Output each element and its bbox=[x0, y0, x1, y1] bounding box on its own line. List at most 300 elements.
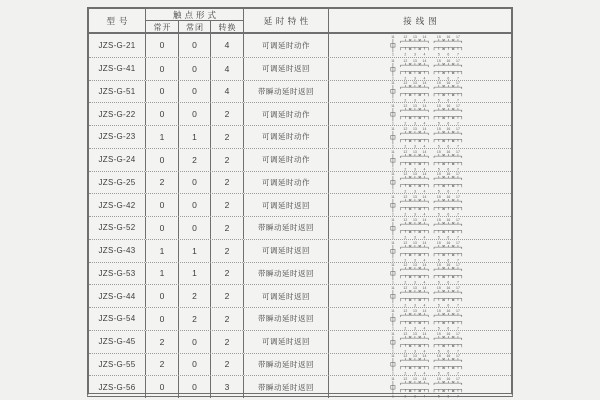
relay-spec-table bbox=[87, 7, 513, 397]
svg-text:12: 12 bbox=[403, 240, 408, 245]
svg-text:13: 13 bbox=[412, 240, 417, 245]
delay-characteristic-cell: 带瞬动延时返回 bbox=[244, 376, 329, 398]
normally-open-cell: 0 bbox=[146, 308, 179, 330]
svg-text:6: 6 bbox=[447, 326, 450, 330]
wiring-diagram bbox=[385, 172, 485, 194]
svg-text:6: 6 bbox=[447, 280, 450, 285]
svg-text:2: 2 bbox=[404, 98, 407, 103]
svg-text:4: 4 bbox=[423, 212, 426, 216]
svg-text:16: 16 bbox=[446, 35, 451, 40]
normally-closed-cell: 0 bbox=[179, 34, 211, 57]
model-cell: JZS-G-55 bbox=[89, 354, 146, 376]
svg-text:13: 13 bbox=[412, 195, 417, 200]
model-cell: JZS-G-52 bbox=[89, 217, 146, 239]
wiring-diagram-cell bbox=[329, 354, 511, 376]
svg-text:6: 6 bbox=[447, 76, 450, 80]
delay-characteristic-cell: 可调延时返回 bbox=[244, 58, 329, 80]
table-row bbox=[89, 57, 511, 80]
svg-text:3: 3 bbox=[413, 280, 416, 285]
changeover-cell: 4 bbox=[211, 81, 244, 103]
svg-text:3: 3 bbox=[413, 349, 416, 353]
svg-text:7: 7 bbox=[456, 326, 459, 330]
svg-text:14: 14 bbox=[422, 286, 427, 291]
header-model: 型号 bbox=[89, 9, 146, 33]
svg-text:6: 6 bbox=[447, 144, 450, 148]
svg-text:16: 16 bbox=[446, 104, 451, 109]
normally-open-cell: 0 bbox=[146, 376, 179, 398]
svg-text:16: 16 bbox=[446, 263, 451, 268]
svg-text:6: 6 bbox=[447, 121, 450, 125]
wiring-diagram bbox=[385, 126, 485, 148]
svg-text:11: 11 bbox=[391, 377, 395, 382]
header-delay-characteristic: 延时特性 bbox=[244, 9, 329, 33]
svg-text:2: 2 bbox=[404, 212, 407, 216]
delay-characteristic-cell: 带瞬动延时返回 bbox=[244, 354, 329, 376]
svg-text:11: 11 bbox=[391, 308, 395, 313]
svg-text:4: 4 bbox=[423, 52, 426, 57]
svg-text:7: 7 bbox=[456, 189, 459, 194]
normally-closed-cell: 0 bbox=[179, 376, 211, 398]
svg-text:4: 4 bbox=[423, 98, 426, 103]
svg-text:13: 13 bbox=[412, 263, 417, 268]
header-contact-form: 触点形式 bbox=[146, 9, 244, 21]
normally-closed-cell: 2 bbox=[179, 285, 211, 307]
svg-text:16: 16 bbox=[446, 308, 451, 313]
svg-text:14: 14 bbox=[422, 217, 427, 222]
svg-text:14: 14 bbox=[422, 331, 427, 336]
header-normally-closed: 常闭 bbox=[179, 21, 211, 33]
table-row bbox=[89, 284, 511, 307]
svg-text:2: 2 bbox=[404, 349, 407, 353]
header-changeover: 转换 bbox=[211, 21, 244, 33]
svg-text:7: 7 bbox=[456, 394, 459, 398]
svg-text:5: 5 bbox=[437, 280, 440, 285]
svg-text:12: 12 bbox=[403, 172, 408, 177]
svg-text:17: 17 bbox=[456, 354, 460, 359]
svg-text:7: 7 bbox=[456, 98, 459, 103]
svg-text:7: 7 bbox=[456, 349, 459, 353]
svg-text:2: 2 bbox=[404, 303, 407, 307]
normally-closed-cell: 0 bbox=[179, 217, 211, 239]
svg-text:1: 1 bbox=[391, 52, 394, 57]
svg-text:15: 15 bbox=[436, 286, 441, 291]
normally-closed-cell: 1 bbox=[179, 126, 211, 148]
svg-text:16: 16 bbox=[446, 195, 451, 200]
model-cell: JZS-G-23 bbox=[89, 126, 146, 148]
svg-text:16: 16 bbox=[446, 217, 451, 222]
normally-closed-cell: 0 bbox=[179, 103, 211, 125]
svg-text:17: 17 bbox=[456, 104, 460, 109]
svg-text:5: 5 bbox=[437, 258, 440, 262]
wiring-diagram-cell bbox=[329, 58, 511, 80]
svg-text:1: 1 bbox=[391, 280, 394, 285]
svg-text:7: 7 bbox=[456, 121, 459, 125]
table-row bbox=[89, 80, 511, 103]
wiring-diagram bbox=[385, 331, 485, 353]
normally-open-cell: 1 bbox=[146, 126, 179, 148]
svg-text:17: 17 bbox=[456, 172, 460, 177]
svg-text:11: 11 bbox=[391, 240, 395, 245]
svg-text:2: 2 bbox=[404, 235, 407, 239]
svg-text:11: 11 bbox=[391, 149, 395, 154]
svg-text:1: 1 bbox=[391, 212, 394, 216]
table-row bbox=[89, 262, 511, 285]
svg-text:16: 16 bbox=[446, 331, 451, 336]
svg-text:6: 6 bbox=[447, 258, 450, 262]
changeover-cell: 2 bbox=[211, 263, 244, 285]
changeover-cell: 2 bbox=[211, 194, 244, 216]
svg-text:3: 3 bbox=[413, 371, 416, 376]
svg-text:2: 2 bbox=[404, 326, 407, 330]
svg-text:2: 2 bbox=[404, 258, 407, 262]
normally-open-cell: 1 bbox=[146, 263, 179, 285]
svg-text:16: 16 bbox=[446, 81, 451, 86]
svg-text:5: 5 bbox=[437, 144, 440, 148]
changeover-cell: 2 bbox=[211, 240, 244, 262]
changeover-cell: 2 bbox=[211, 103, 244, 125]
normally-open-cell: 0 bbox=[146, 103, 179, 125]
svg-text:17: 17 bbox=[456, 377, 460, 382]
wiring-diagram bbox=[385, 285, 485, 307]
wiring-diagram-cell bbox=[329, 194, 511, 216]
svg-text:12: 12 bbox=[403, 35, 408, 40]
table-row bbox=[89, 216, 511, 239]
wiring-diagram bbox=[385, 240, 485, 262]
svg-text:2: 2 bbox=[404, 189, 407, 194]
svg-text:17: 17 bbox=[456, 308, 460, 313]
svg-text:4: 4 bbox=[423, 189, 426, 194]
model-cell: JZS-G-43 bbox=[89, 240, 146, 262]
svg-text:11: 11 bbox=[391, 172, 395, 177]
svg-text:2: 2 bbox=[404, 167, 407, 171]
svg-text:14: 14 bbox=[422, 58, 427, 63]
wiring-diagram bbox=[385, 354, 485, 376]
svg-text:12: 12 bbox=[403, 149, 408, 154]
svg-text:12: 12 bbox=[403, 377, 408, 382]
svg-text:5: 5 bbox=[437, 121, 440, 125]
normally-open-cell: 1 bbox=[146, 240, 179, 262]
svg-text:15: 15 bbox=[436, 354, 441, 359]
svg-text:2: 2 bbox=[404, 144, 407, 148]
delay-characteristic-cell: 带瞬动延时返回 bbox=[244, 263, 329, 285]
svg-text:6: 6 bbox=[447, 371, 450, 376]
svg-text:14: 14 bbox=[422, 104, 427, 109]
svg-text:6: 6 bbox=[447, 394, 450, 398]
wiring-diagram-cell bbox=[329, 81, 511, 103]
svg-text:1: 1 bbox=[391, 326, 394, 330]
svg-text:12: 12 bbox=[403, 195, 408, 200]
svg-text:5: 5 bbox=[437, 189, 440, 194]
svg-text:5: 5 bbox=[437, 303, 440, 307]
wiring-diagram-cell bbox=[329, 240, 511, 262]
wiring-diagram bbox=[385, 149, 485, 171]
svg-text:7: 7 bbox=[456, 258, 459, 262]
wiring-diagram bbox=[385, 34, 485, 56]
normally-open-cell: 0 bbox=[146, 149, 179, 171]
wiring-diagram bbox=[385, 194, 485, 216]
svg-text:12: 12 bbox=[403, 126, 408, 131]
model-cell: JZS-G-41 bbox=[89, 58, 146, 80]
svg-text:6: 6 bbox=[447, 52, 450, 57]
svg-text:2: 2 bbox=[404, 121, 407, 125]
svg-text:15: 15 bbox=[436, 126, 441, 131]
wiring-diagram-cell bbox=[329, 217, 511, 239]
delay-characteristic-cell: 可调延时动作 bbox=[244, 149, 329, 171]
delay-characteristic-cell: 带瞬动延时返回 bbox=[244, 81, 329, 103]
svg-text:15: 15 bbox=[436, 308, 441, 313]
svg-text:5: 5 bbox=[437, 167, 440, 171]
wiring-diagram-cell bbox=[329, 331, 511, 353]
wiring-diagram bbox=[385, 58, 485, 80]
svg-text:13: 13 bbox=[412, 286, 417, 291]
wiring-diagram-cell bbox=[329, 263, 511, 285]
svg-text:14: 14 bbox=[422, 126, 427, 131]
model-cell: JZS-G-44 bbox=[89, 285, 146, 307]
normally-closed-cell: 1 bbox=[179, 240, 211, 262]
svg-text:12: 12 bbox=[403, 354, 408, 359]
svg-text:7: 7 bbox=[456, 303, 459, 307]
svg-text:4: 4 bbox=[423, 235, 426, 239]
delay-characteristic-cell: 可调延时返回 bbox=[244, 331, 329, 353]
svg-text:7: 7 bbox=[456, 144, 459, 148]
svg-text:11: 11 bbox=[391, 35, 395, 40]
normally-closed-cell: 2 bbox=[179, 308, 211, 330]
model-cell: JZS-G-24 bbox=[89, 149, 146, 171]
table-row bbox=[89, 102, 511, 125]
table-header bbox=[89, 9, 511, 34]
changeover-cell: 2 bbox=[211, 217, 244, 239]
svg-text:4: 4 bbox=[423, 349, 426, 353]
svg-text:15: 15 bbox=[436, 58, 441, 63]
wiring-diagram-cell bbox=[329, 376, 511, 398]
svg-text:4: 4 bbox=[423, 326, 426, 330]
svg-text:17: 17 bbox=[456, 58, 460, 63]
svg-text:14: 14 bbox=[422, 354, 427, 359]
delay-characteristic-cell: 可调延时动作 bbox=[244, 172, 329, 194]
svg-text:12: 12 bbox=[403, 104, 408, 109]
svg-text:13: 13 bbox=[412, 217, 417, 222]
svg-text:13: 13 bbox=[412, 172, 417, 177]
svg-text:1: 1 bbox=[391, 98, 394, 103]
normally-open-cell: 2 bbox=[146, 331, 179, 353]
svg-text:5: 5 bbox=[437, 76, 440, 80]
svg-text:16: 16 bbox=[446, 377, 451, 382]
wiring-diagram-cell bbox=[329, 308, 511, 330]
normally-open-cell: 0 bbox=[146, 34, 179, 57]
table-row bbox=[89, 193, 511, 216]
svg-text:1: 1 bbox=[391, 167, 394, 171]
svg-text:3: 3 bbox=[413, 326, 416, 330]
svg-text:7: 7 bbox=[456, 280, 459, 285]
svg-text:15: 15 bbox=[436, 240, 441, 245]
svg-text:4: 4 bbox=[423, 371, 426, 376]
svg-text:12: 12 bbox=[403, 217, 408, 222]
svg-text:15: 15 bbox=[436, 149, 441, 154]
svg-text:12: 12 bbox=[403, 81, 408, 86]
wiring-diagram bbox=[385, 81, 485, 103]
svg-text:7: 7 bbox=[456, 235, 459, 239]
table-row bbox=[89, 125, 511, 148]
svg-text:1: 1 bbox=[391, 349, 394, 353]
svg-text:17: 17 bbox=[456, 195, 460, 200]
svg-text:12: 12 bbox=[403, 331, 408, 336]
svg-text:13: 13 bbox=[412, 58, 417, 63]
model-cell: JZS-G-42 bbox=[89, 194, 146, 216]
wiring-diagram-cell bbox=[329, 103, 511, 125]
svg-text:3: 3 bbox=[413, 98, 416, 103]
svg-text:2: 2 bbox=[404, 52, 407, 57]
svg-text:3: 3 bbox=[413, 212, 416, 216]
svg-text:15: 15 bbox=[436, 81, 441, 86]
changeover-cell: 2 bbox=[211, 354, 244, 376]
header-wiring-diagram: 接线图 bbox=[403, 16, 441, 26]
svg-text:15: 15 bbox=[436, 104, 441, 109]
normally-open-cell: 2 bbox=[146, 354, 179, 376]
svg-text:15: 15 bbox=[436, 217, 441, 222]
changeover-cell: 2 bbox=[211, 172, 244, 194]
svg-text:13: 13 bbox=[412, 377, 417, 382]
normally-closed-cell: 0 bbox=[179, 172, 211, 194]
svg-text:13: 13 bbox=[412, 126, 417, 131]
svg-text:11: 11 bbox=[391, 331, 395, 336]
changeover-cell: 2 bbox=[211, 149, 244, 171]
delay-characteristic-cell: 可调延时动作 bbox=[244, 103, 329, 125]
svg-text:17: 17 bbox=[456, 126, 460, 131]
svg-text:11: 11 bbox=[391, 104, 395, 109]
svg-text:17: 17 bbox=[456, 217, 460, 222]
svg-text:4: 4 bbox=[423, 167, 426, 171]
svg-text:3: 3 bbox=[413, 52, 416, 57]
svg-text:12: 12 bbox=[403, 286, 408, 291]
model-cell: JZS-G-56 bbox=[89, 376, 146, 398]
svg-text:3: 3 bbox=[413, 258, 416, 262]
svg-text:11: 11 bbox=[391, 81, 395, 86]
svg-text:5: 5 bbox=[437, 52, 440, 57]
svg-text:15: 15 bbox=[436, 377, 441, 382]
delay-characteristic-cell: 带瞬动延时返回 bbox=[244, 308, 329, 330]
svg-text:16: 16 bbox=[446, 354, 451, 359]
wiring-diagram bbox=[385, 308, 485, 330]
svg-text:4: 4 bbox=[423, 303, 426, 307]
svg-text:7: 7 bbox=[456, 76, 459, 80]
svg-text:5: 5 bbox=[437, 212, 440, 216]
svg-text:15: 15 bbox=[436, 331, 441, 336]
table-row bbox=[89, 34, 511, 57]
svg-text:1: 1 bbox=[391, 303, 394, 307]
normally-open-cell: 0 bbox=[146, 285, 179, 307]
svg-text:5: 5 bbox=[437, 98, 440, 103]
svg-text:3: 3 bbox=[413, 76, 416, 80]
svg-text:7: 7 bbox=[456, 167, 459, 171]
svg-text:7: 7 bbox=[456, 52, 459, 57]
svg-text:1: 1 bbox=[391, 121, 394, 125]
table-row bbox=[89, 375, 511, 398]
model-cell: JZS-G-45 bbox=[89, 331, 146, 353]
svg-text:15: 15 bbox=[436, 195, 441, 200]
svg-text:11: 11 bbox=[391, 217, 395, 222]
delay-characteristic-cell: 可调延时动作 bbox=[244, 126, 329, 148]
svg-text:1: 1 bbox=[391, 76, 394, 80]
changeover-cell: 2 bbox=[211, 308, 244, 330]
svg-text:3: 3 bbox=[413, 144, 416, 148]
svg-text:3: 3 bbox=[413, 189, 416, 194]
svg-text:12: 12 bbox=[403, 308, 408, 313]
svg-text:2: 2 bbox=[404, 394, 407, 398]
table-body bbox=[89, 34, 511, 398]
wiring-diagram-cell bbox=[329, 34, 511, 57]
normally-closed-cell: 0 bbox=[179, 194, 211, 216]
svg-text:13: 13 bbox=[412, 149, 417, 154]
svg-text:1: 1 bbox=[391, 144, 394, 148]
wiring-diagram bbox=[385, 103, 485, 125]
svg-text:17: 17 bbox=[456, 35, 460, 40]
svg-text:17: 17 bbox=[456, 240, 460, 245]
svg-text:12: 12 bbox=[403, 263, 408, 268]
normally-open-cell: 2 bbox=[146, 172, 179, 194]
table-row bbox=[89, 148, 511, 171]
model-cell: JZS-G-25 bbox=[89, 172, 146, 194]
svg-text:4: 4 bbox=[423, 258, 426, 262]
normally-closed-cell: 0 bbox=[179, 58, 211, 80]
svg-text:3: 3 bbox=[413, 167, 416, 171]
svg-text:6: 6 bbox=[447, 212, 450, 216]
svg-text:4: 4 bbox=[423, 394, 426, 398]
table-row bbox=[89, 307, 511, 330]
svg-text:14: 14 bbox=[422, 172, 427, 177]
changeover-cell: 2 bbox=[211, 126, 244, 148]
wiring-diagram bbox=[385, 217, 485, 239]
changeover-cell: 2 bbox=[211, 331, 244, 353]
svg-text:17: 17 bbox=[456, 286, 460, 291]
svg-text:14: 14 bbox=[422, 149, 427, 154]
svg-text:14: 14 bbox=[422, 195, 427, 200]
svg-text:14: 14 bbox=[422, 81, 427, 86]
svg-text:11: 11 bbox=[391, 126, 395, 131]
model-cell: JZS-G-54 bbox=[89, 308, 146, 330]
svg-text:7: 7 bbox=[456, 371, 459, 376]
svg-text:11: 11 bbox=[391, 263, 395, 268]
svg-text:14: 14 bbox=[422, 308, 427, 313]
svg-text:15: 15 bbox=[436, 35, 441, 40]
svg-text:5: 5 bbox=[437, 371, 440, 376]
svg-text:17: 17 bbox=[456, 331, 460, 336]
svg-text:11: 11 bbox=[391, 354, 395, 359]
svg-text:16: 16 bbox=[446, 149, 451, 154]
svg-text:4: 4 bbox=[423, 280, 426, 285]
delay-characteristic-cell: 可调延时返回 bbox=[244, 240, 329, 262]
svg-text:14: 14 bbox=[422, 240, 427, 245]
normally-closed-cell: 2 bbox=[179, 149, 211, 171]
svg-text:3: 3 bbox=[413, 303, 416, 307]
normally-open-cell: 0 bbox=[146, 217, 179, 239]
normally-closed-cell: 0 bbox=[179, 81, 211, 103]
svg-text:6: 6 bbox=[447, 167, 450, 171]
svg-text:6: 6 bbox=[447, 349, 450, 353]
svg-text:6: 6 bbox=[447, 98, 450, 103]
normally-closed-cell: 0 bbox=[179, 354, 211, 376]
svg-text:2: 2 bbox=[404, 371, 407, 376]
svg-text:16: 16 bbox=[446, 58, 451, 63]
model-cell: JZS-G-51 bbox=[89, 81, 146, 103]
changeover-cell: 4 bbox=[211, 34, 244, 57]
svg-text:15: 15 bbox=[436, 172, 441, 177]
svg-text:11: 11 bbox=[391, 195, 395, 200]
wiring-diagram-cell bbox=[329, 126, 511, 148]
svg-text:4: 4 bbox=[423, 76, 426, 80]
svg-text:17: 17 bbox=[456, 81, 460, 86]
svg-text:13: 13 bbox=[412, 35, 417, 40]
svg-text:6: 6 bbox=[447, 303, 450, 307]
